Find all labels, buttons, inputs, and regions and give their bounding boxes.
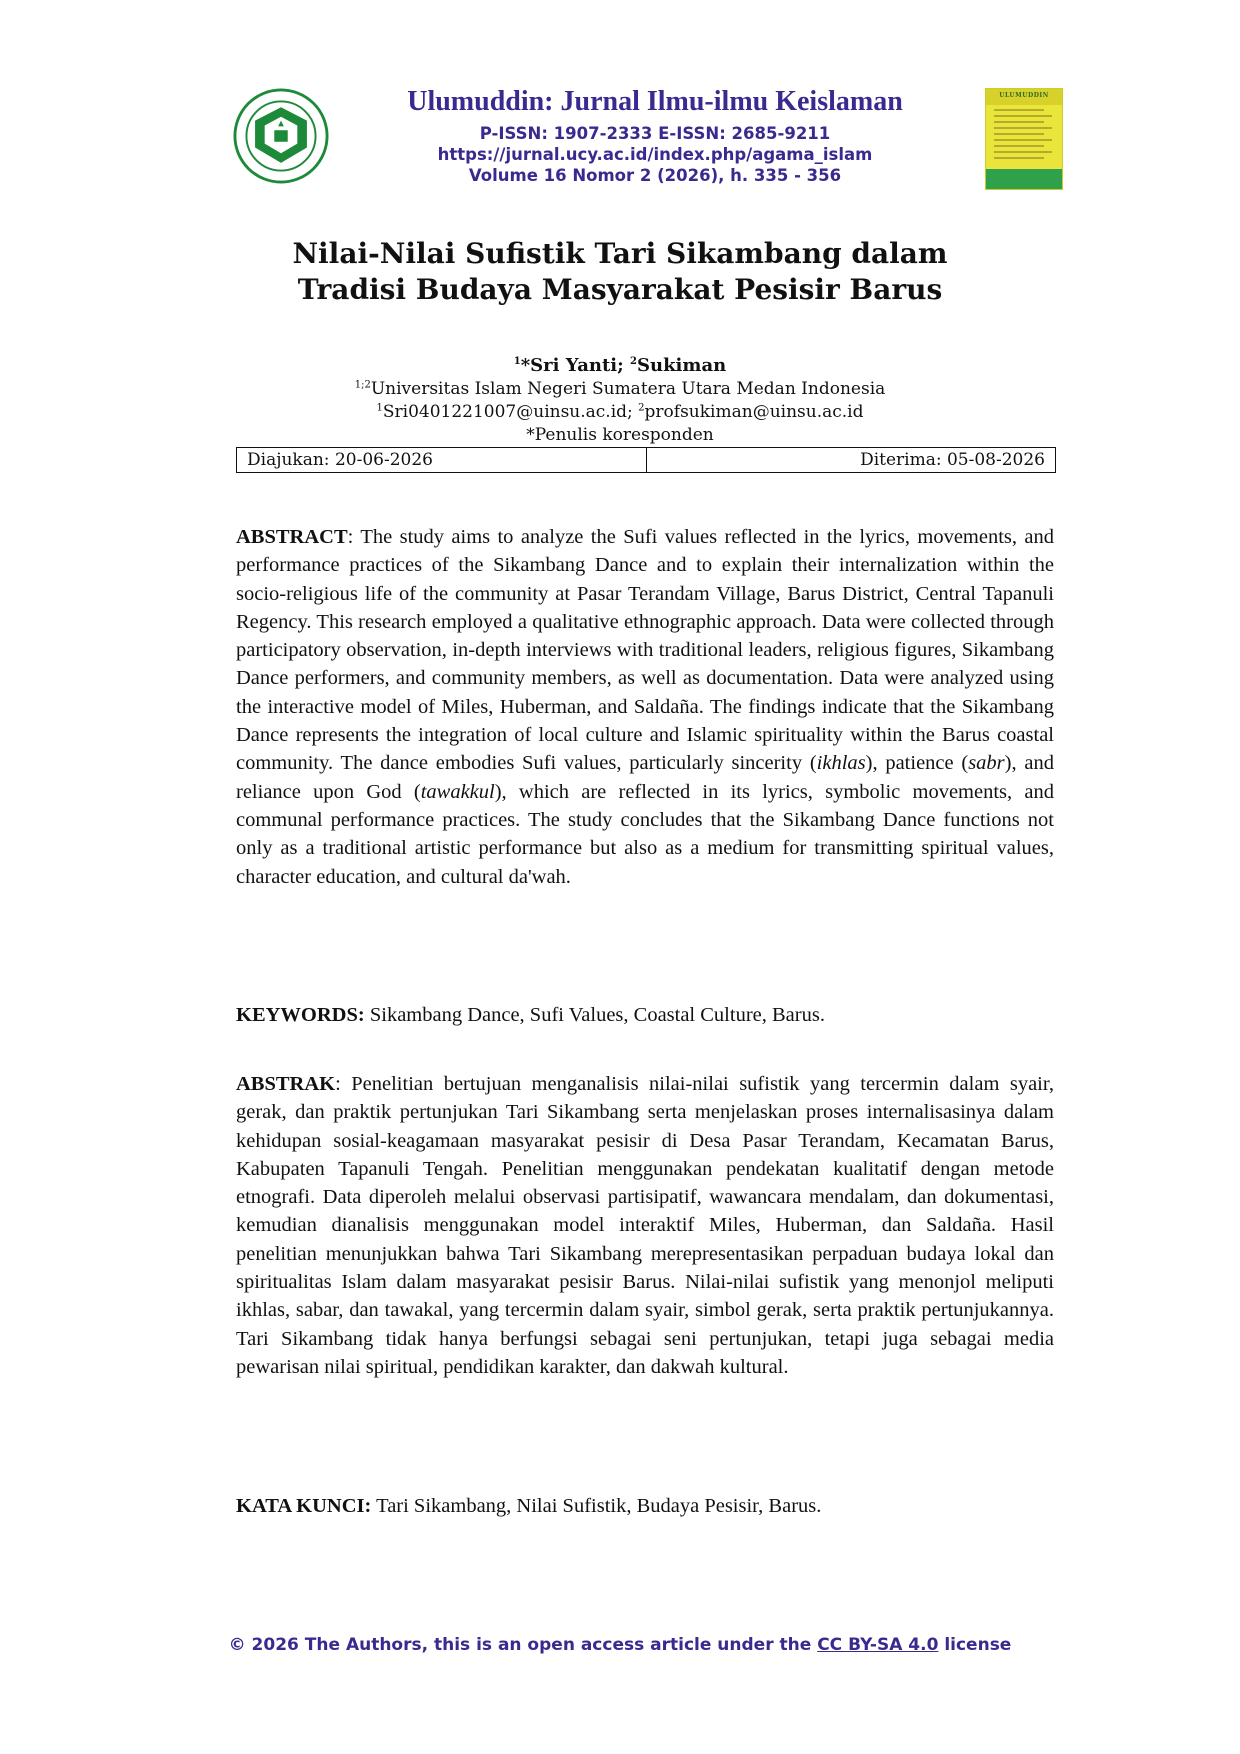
article-title-line2: Tradisi Budaya Masyarakat Pesisir Barus: [297, 273, 943, 306]
journal-url[interactable]: https://jurnal.ucy.ac.id/index.php/agama_islam: [437, 145, 873, 164]
email1-sup: 1: [376, 402, 383, 414]
author-emails: [0, 401, 1240, 423]
abstract-indonesian: [236, 1070, 1054, 1381]
email2[interactable]: profsukiman@uinsu.ac.id: [644, 402, 864, 422]
cover-caption: ULUMUDDIN: [999, 92, 1049, 99]
accepted-date: Diterima: 05-08-2026: [646, 448, 1056, 472]
abstract-text-part3: ), and reliance upon God (: [236, 752, 1054, 803]
affiliation-sup: 1;2: [354, 379, 371, 391]
keywords-indonesian: [236, 1492, 1054, 1520]
journal-issn: P-ISSN: 1907-2333 E-ISSN: 2685-9211: [479, 124, 831, 143]
license-footer: [0, 1635, 1240, 1655]
footer-prefix: © 2026 The Authors, this is an open access article under the: [228, 1635, 818, 1655]
author-list: [0, 355, 1240, 376]
submitted-date: Diajukan: 20-06-2026: [247, 450, 433, 470]
author2: Sukiman: [637, 355, 727, 376]
article-title: [0, 236, 1240, 308]
affiliation-text: Universitas Islam Negeri Sumatera Utara Medan Indonesia: [370, 379, 886, 399]
term-ikhlas: ikhlas: [816, 752, 866, 775]
abstract-text-part2: ), patience (: [865, 752, 969, 775]
abstract-english: [236, 523, 1054, 891]
kata-kunci-text: Tari Sikambang, Nilai Sufistik, Budaya Pesisir, Barus.: [371, 1495, 822, 1517]
corresponding-note: *Penulis koresponden: [526, 425, 714, 445]
author1-sup: 1: [513, 356, 521, 367]
email1[interactable]: Sri0401221007@uinsu.ac.id;: [382, 402, 639, 422]
kata-kunci-label: KATA KUNCI:: [236, 1495, 372, 1517]
footer-suffix: license: [938, 1635, 1012, 1655]
journal-volume: Volume 16 Nomor 2 (2026), h. 335 - 356: [468, 166, 842, 185]
keywords-label: KEYWORDS:: [236, 1004, 365, 1026]
affiliation: [0, 378, 1240, 400]
abstract-label: ABSTRACT: [236, 526, 348, 548]
abstract-text-part1: : The study aims to analyze the Sufi values reflected in the lyrics, movements, and performance practices of the Sikambang Dance and to explain their internalization within the socio-religious life of the community at Pasar Terandam Village, Barus District, Central Tapanuli Regency. This research employed a qualitative ethnographic approach. Data were collected through participatory observation, in-depth interviews with traditional leaders, religious figures, Sikambang Dance performers, and community members, as well as documentation. Data were analyzed using the interactive model of Miles, Huberman, and Saldaña. The findings indicate that the Sikambang Dance represents the integration of local culture and Islamic spirituality within the Barus coastal community. The dance embodies Sufi values, particularly sincerity (: [236, 526, 1054, 775]
author2-sup: 2: [630, 356, 637, 367]
cover-text-lines: [994, 109, 1054, 163]
abstrak-text: : Penelitian bertujuan menganalisis nilai-nilai sufistik yang tercermin dalam syair, gerak, dan praktik pertunjukan Tari Sikambang serta menjelaskan proses internalisasinya dalam kehidupan sosial-keagamaan masyarakat pesisir di Desa Pasar Terandam, Kecamatan Barus, Kabupaten Tapanuli Tengah. Penelitian menggunakan pendekatan kualitatif dengan metode etnografi. Data diperoleh melalui observasi partisipatif, wawancara mendalam, dan dokumentasi, kemudian dianalisis menggunakan model interaktif Miles, Huberman, dan Saldaña. Hasil penelitian menunjukkan bahwa Tari Sikambang merepresentasikan perpaduan budaya lokal dan spiritualitas Islam dalam masyarakat pesisir Barus. Nilai-nilai sufistik yang menonjol meliputi ikhlas, sabar, dan tawakal, yang tercermin dalam syair, simbol gerak, serta praktik pertunjukannya. Tari Sikambang tidak hanya berfungsi sebagai seni pertunjukan, tetapi juga sebagai media pewarisan nilai spiritual, pendidikan karakter, dan dakwah kultural.: [236, 1073, 1054, 1378]
keywords-english: [236, 1001, 1054, 1029]
author1: *Sri Yanti;: [520, 355, 631, 376]
abstrak-label: ABSTRAK: [236, 1073, 336, 1095]
email2-sup: 2: [638, 402, 645, 414]
journal-header: [0, 84, 1240, 194]
term-sabr: sabr: [968, 752, 1005, 775]
cover-bottom-band: [986, 169, 1062, 189]
journal-title: Ulumuddin: Jurnal Ilmu-ilmu Keislaman: [407, 86, 903, 117]
submission-dates-table: [236, 447, 1056, 473]
keywords-text: Sikambang Dance, Sufi Values, Coastal Culture, Barus.: [364, 1004, 825, 1026]
university-logo-icon: [233, 88, 329, 184]
license-link[interactable]: CC BY-SA 4.0: [817, 1635, 939, 1655]
term-tawakkul: tawakkul: [420, 780, 495, 803]
abstract-text-part4: ), which are reflected in its lyrics, symbolic movements, and communal performance practices. The study concludes that the Sikambang Dance functions not only as a traditional artistic performance but also as a medium for transmitting spiritual values, character education, and cultural da'wah.: [236, 780, 1054, 888]
journal-cover-thumbnail: [985, 88, 1063, 190]
article-title-line1: Nilai-Nilai Sufistik Tari Sikambang dalam: [292, 237, 948, 270]
